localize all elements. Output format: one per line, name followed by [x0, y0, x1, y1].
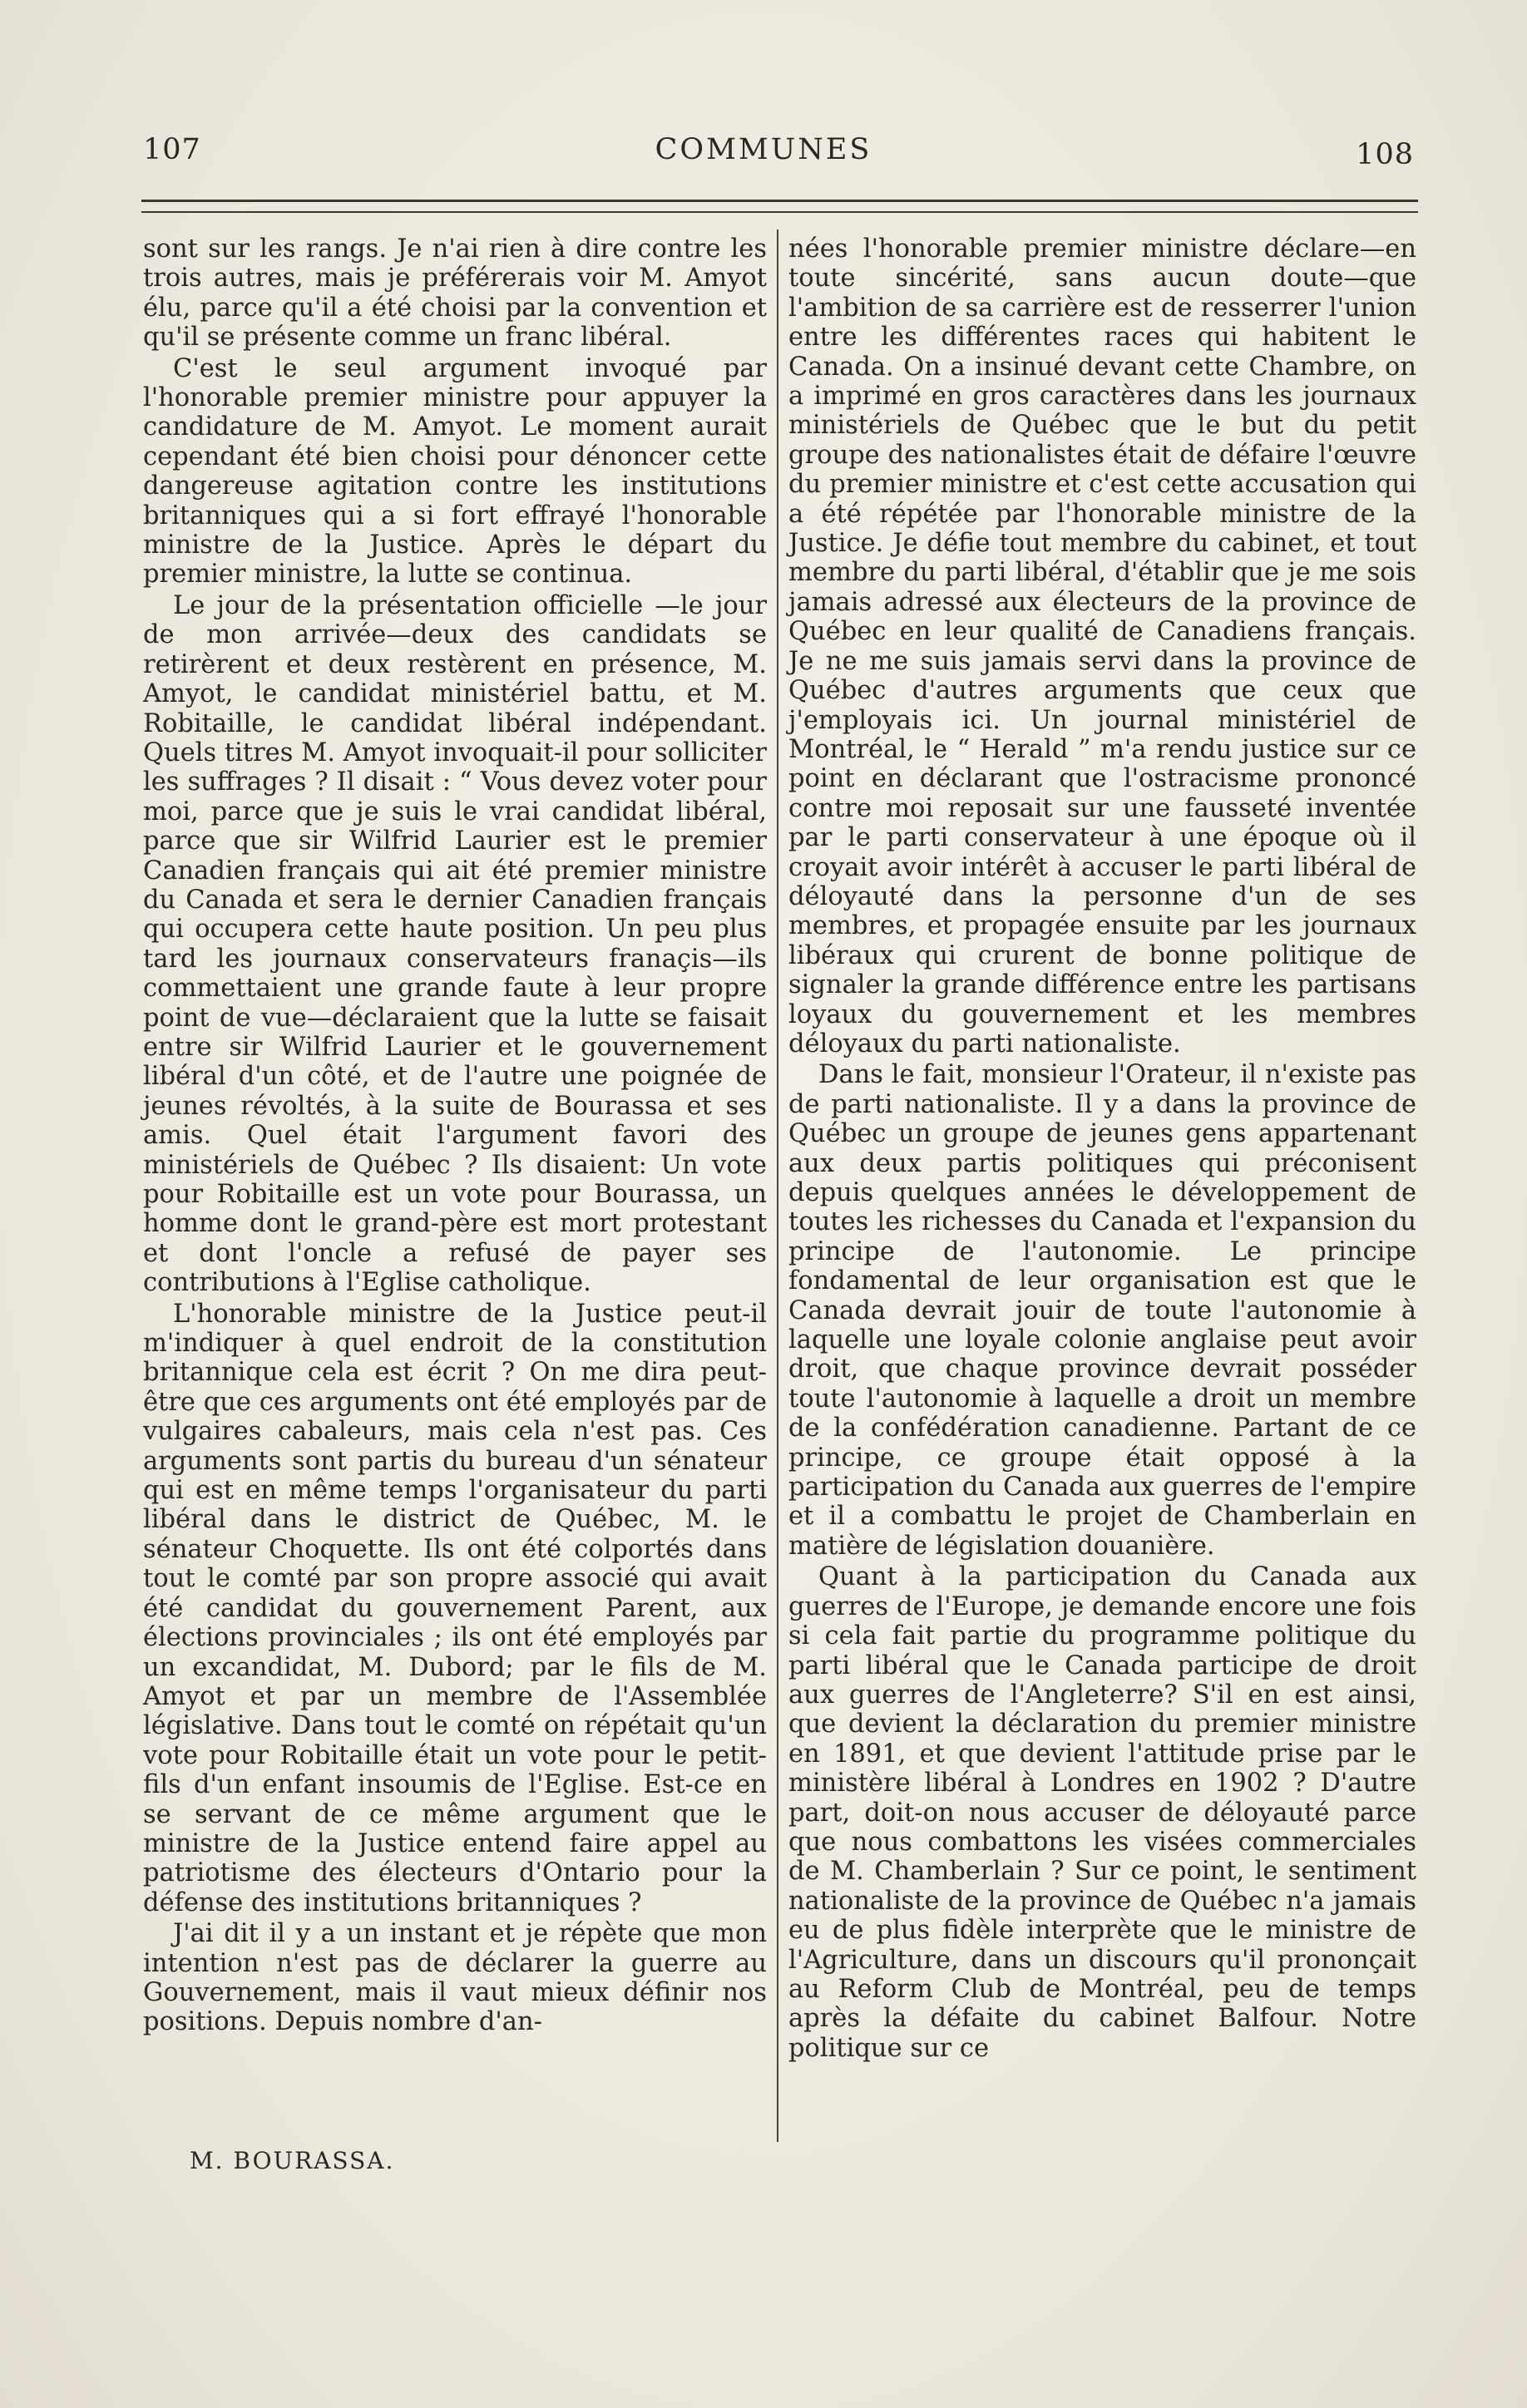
header-rule-top — [141, 200, 1418, 202]
right-paragraph-3: Quant à la participation du Canada aux guerres de l'Europe, je demande encore une fois si cela fait partie du programme politique du parti libéral que le Canada participe de droit aux guerres de l'Angleterre? S'il en est ainsi, que devient la déclaration du premier ministre en 1891, et que devient l'attitude prise par le ministère libéral à Londres en 1902 ? D'autre part, doit-on nous accuser de déloyauté parce que nous combattons les visées commerciales de M. Chamberlain ? Sur ce point, le sentiment nationaliste de la province de Québec n'a jamais eu de plus fidèle interprète que le ministre de l'Agriculture, dans un discours qu'il prononçait au Reform Club de Montréal, peu de temps après la défaite du cabinet Balfour. Notre politique sur ce — [788, 1562, 1416, 2063]
running-head: COMMUNES — [655, 133, 872, 166]
left-column — [143, 234, 767, 2037]
column-divider — [777, 229, 778, 2142]
speaker-name: M. BOURASSA. — [190, 2147, 395, 2174]
right-column — [788, 234, 1416, 2063]
page-number-right: 108 — [1356, 138, 1414, 171]
left-paragraph-4: L'honorable ministre de la Justice peut-il m'indiquer à quel endroit de la constitution britannique cela est écrit ? On me dira peut-être que ces arguments ont été employés par de vulgaires cabaleurs, mais cela n'est pas. Ces arguments sont partis du bureau d'un sénateur qui est en même temps l'organisateur du parti libéral dans le district de Québec, M. le sénateur Choquette. Ils ont été colportés dans tout le comté par son propre associé qui avait été candidat du gouvernement Parent, aux élections provinciales ; ils ont été employés par un excandidat, M. Dubord; par le fils de M. Amyot et par un membre de l'Assemblée législative. Dans tout le comté on répétait qu'un vote pour Robitaille était un vote pour le petit-fils d'un enfant insoumis de l'Eglise. Est-ce en se servant de ce même argument que le ministre de la Justice entend faire appel au patriotisme des électeurs d'Ontario pour la défense des institutions britanniques ? — [143, 1299, 767, 1917]
page-number-left: 107 — [143, 133, 201, 166]
left-paragraph-5: J'ai dit il y a un instant et je répète que mon intention n'est pas de déclarer la guerre au Gouvernement, mais il vaut mieux définir nos positions. Depuis nombre d'an- — [143, 1919, 767, 2037]
left-paragraph-1: sont sur les rangs. Je n'ai rien à dire contre les trois autres, mais je préférerais voir M. Amyot élu, parce qu'il a été choisi par la convention et qu'il se présente comme un franc libéral. — [143, 234, 767, 353]
left-paragraph-3: Le jour de la présentation officielle —le jour de mon arrivée—deux des candidats se retirèrent et deux restèrent en présence, M. Amyot, le candidat ministériel battu, et M. Robitaille, le candidat libéral indépendant. Quels titres M. Amyot invoquait-il pour solliciter les suffrages ? Il disait : “ Vous devez voter pour moi, parce que je suis le vrai candidat libéral, parce que sir Wilfrid Laurier est le premier Canadien français qui ait été premier ministre du Canada et sera le dernier Canadien français qui occupera cette haute position. Un peu plus tard les journaux conservateurs franaçis—ils commettaient une grande faute à leur propre point de vue—déclaraient que la lutte se faisait entre sir Wilfrid Laurier et le gouvernement libéral d'un côté, et de l'autre une poignée de jeunes révoltés, à la suite de Bourassa et ses amis. Quel était l'argument favori des ministériels de Québec ? Ils disaient: Un vote pour Robitaille est un vote pour Bourassa, un homme dont le grand-père est mort protestant et dont l'oncle a refusé de payer ses contributions à l'Eglise catholique. — [143, 590, 767, 1298]
right-paragraph-2: Dans le fait, monsieur l'Orateur, il n'existe pas de parti nationaliste. Il y a dans la province de Québec un groupe de jeunes gens appartenant aux deux partis politiques qui préconisent depuis quelques années le développement de toutes les richesses du Canada et l'expansion du principe de l'autonomie. Le principe fondamental de leur organisation est que le Canada devrait jouir de toute l'autonomie à laquelle une loyale colonie anglaise peut avoir droit, que chaque province devrait posséder toute l'autonomie à laquelle a droit un membre de la confédération canadienne. Partant de ce principe, ce groupe était opposé à la participation du Canada aux guerres de l'empire et il a combattu le projet de Chamberlain en matière de législation douanière. — [788, 1060, 1416, 1561]
header-rule-bottom — [141, 211, 1418, 213]
left-paragraph-2: C'est le seul argument invoqué par l'honorable premier ministre pour appuyer la candidature de M. Amyot. Le moment aurait cependant été bien choisi pour dénoncer cette dangereuse agitation contre les institutions britanniques qui a si fort effrayé l'honorable ministre de la Justice. Après le départ du premier ministre, la lutte se continua. — [143, 353, 767, 590]
right-paragraph-1: nées l'honorable premier ministre déclare—en toute sincérité, sans aucun doute—que l'ambition de sa carrière est de resserrer l'union entre les différentes races qui habitent le Canada. On a insinué devant cette Chambre, on a imprimé en gros caractères dans les journaux ministériels de Québec que le but du petit groupe des nationalistes était de défaire l'œuvre du premier ministre et c'est cette accusation qui a été répétée par l'honorable ministre de la Justice. Je défie tout membre du cabinet, et tout membre du parti libéral, d'établir que je me sois jamais adressé aux électeurs de la province de Québec en leur qualité de Canadiens français. Je ne me suis jamais servi dans la province de Québec d'autres arguments que ceux que j'employais ici. Un journal ministériel de Montréal, le “ Herald ” m'a rendu justice sur ce point en déclarant que l'ostracisme prononcé contre moi reposait sur une fausseté inventée par le parti conservateur à une époque où il croyait avoir intérêt à accuser le parti libéral de déloyauté dans la personne d'un de ses membres, et propagée ensuite par les journaux libéraux qui crurent de bonne politique de signaler la grande différence entre les partisans loyaux du gouvernement et les membres déloyaux du parti nationaliste. — [788, 234, 1416, 1058]
